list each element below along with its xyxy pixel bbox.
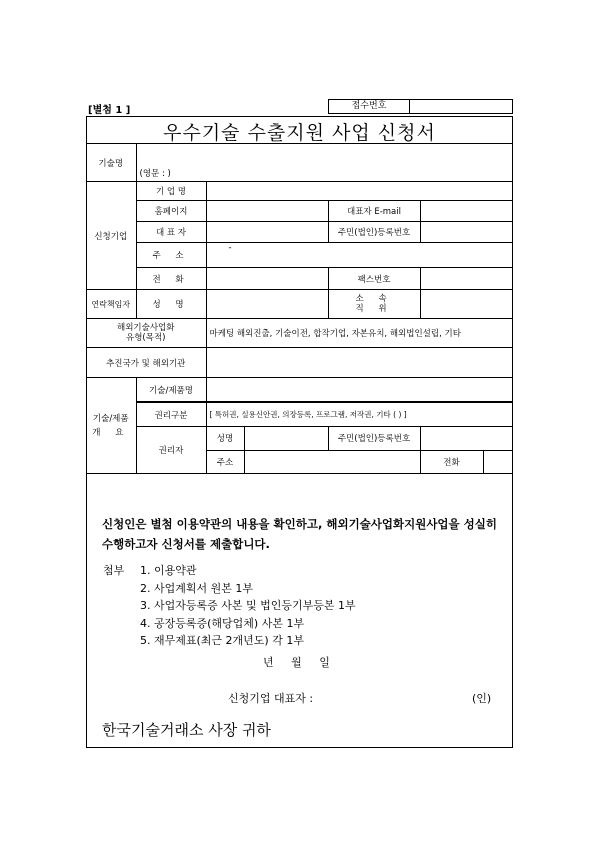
representative-field[interactable] [206,222,328,243]
company-name-field[interactable] [206,182,513,201]
applicant-signature-label: 신청기업 대표자 : [228,692,314,705]
date-line: 년 월 일 [263,656,330,669]
holder-phone-field[interactable] [483,450,513,474]
tech-summary-label-line1: 기술/제품 [92,413,129,424]
seal-mark: (인) [472,692,492,705]
attachment-item: 5. 재무제표(최근 2개년도) 각 1부 [140,634,304,647]
holder-id-label: 주민(법인)등록번호 [328,427,420,451]
homepage-field[interactable] [206,201,328,222]
company-name-label: 기 업 명 [136,182,206,201]
attachments-list [140,562,356,650]
holder-name-field[interactable] [244,427,328,451]
attachment-item: 2. 사업계획서 원본 1부 [140,581,253,595]
form-title: 우수기술 수출지원 사업 신청서 [163,122,436,144]
address-label: 주 소 [136,243,206,268]
rep-email-field[interactable] [420,201,513,222]
holder-name-label: 성명 [206,427,244,451]
type-purpose-options[interactable]: 마케팅 해외진출, 기술이전, 합작기업, 자본유치, 해외법인설립, 기타 [206,319,513,348]
homepage-label: 홈페이지 [136,201,206,222]
type-label-line1: 해외기술사업화 [117,323,175,333]
type-purpose-label [86,319,206,348]
holder-address-label: 주소 [206,450,244,474]
affiliation-position-field[interactable] [420,290,513,319]
target-country-field[interactable] [206,348,513,378]
contact-name-label: 성 명 [136,290,206,319]
tech-name-field[interactable] [136,144,513,182]
rights-type-label: 권리구분 [136,403,206,427]
attachment-item: 1. 이용약관 [140,564,197,577]
tech-name-english: (영문 : ) [139,169,171,179]
affiliation-label: 소 속 [355,294,393,304]
fax-label: 팩스번호 [328,268,420,290]
address-field[interactable]: - [206,243,513,268]
rep-email-label: 대표자 E-mail [328,201,420,222]
holder-phone-label: 전화 [420,450,483,474]
company-section-label: 신청기업 [86,182,136,290]
registration-number-label: 주민(법인)등록번호 [328,222,420,243]
declaration-text: 신청인은 별첨 이용약관의 내용을 확인하고, 해외기술사업화지원사업을 성실히 수행하고자 신청서를 제출합니다. [102,517,497,551]
tech-name-label: 기술명 [86,144,136,182]
tech-summary-label [86,378,136,474]
addressee: 한국기술거래소 사장 귀하 [102,721,271,739]
attachment-item: 3. 사업자등록증 사본 및 법인등기부등본 1부 [140,599,356,612]
tech-summary-label-line2: 개 요 [92,427,130,438]
application-table [86,144,513,474]
representative-label: 대 표 자 [136,222,206,243]
contact-section-label: 연락책임자 [86,290,136,319]
rights-type-options[interactable]: [ 특허권, 실용신안권, 의장등록, 프로그램, 저작권, 기타 ( ) ] [206,403,513,427]
position-label: 직 위 [355,304,393,314]
affiliation-position-label [328,290,420,319]
attachment-item: 4. 공장등록증(해당업체) 사본 1부 [140,616,305,630]
receipt-number-box [328,99,513,114]
appendix-label: [별첨 1 ] [88,105,131,116]
registration-number-field[interactable] [420,222,513,243]
product-name-field[interactable] [206,378,513,402]
fax-field[interactable] [420,268,513,290]
phone-field[interactable] [206,268,328,290]
type-label-line2: 유형(목적) [126,333,166,343]
contact-name-field[interactable] [206,290,328,319]
product-name-label: 기술/제품명 [136,378,206,402]
phone-label: 전 화 [136,268,206,290]
holder-address-field[interactable] [244,450,420,474]
attachments-label: 첨부 [103,564,125,577]
target-country-label: 추진국가 및 해외기관 [86,348,206,378]
holder-label: 권리자 [136,427,206,474]
receipt-number-label: 접수번호 [329,100,410,113]
holder-id-field[interactable] [420,427,513,451]
